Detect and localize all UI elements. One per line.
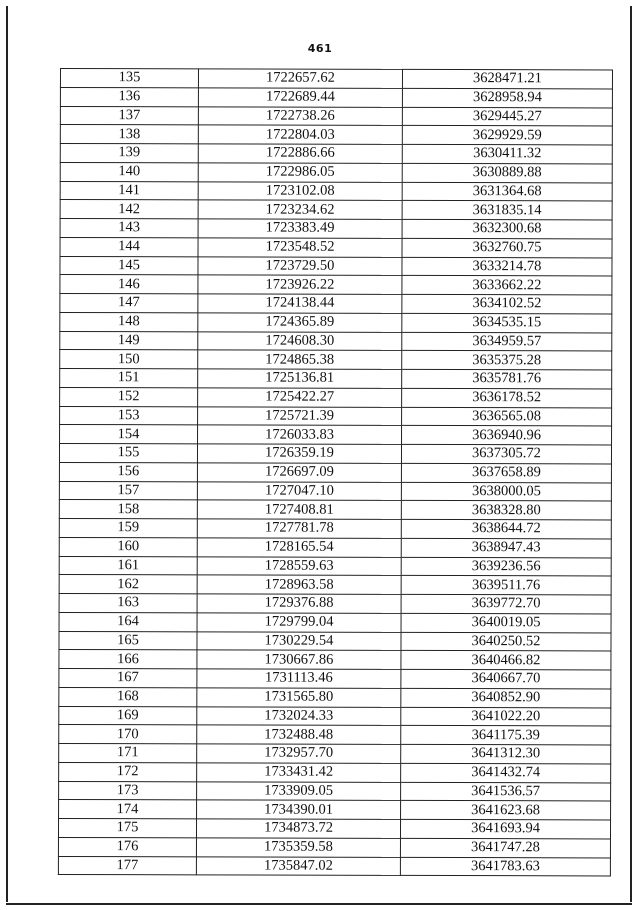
x-coordinate-cell: 1728559.63: [197, 556, 401, 575]
y-coordinate-cell: 3636940.96: [402, 426, 612, 445]
page-bottom-rule: [6, 903, 632, 905]
x-coordinate-cell: 1722986.05: [198, 163, 402, 182]
point-number-cell: 159: [59, 518, 197, 537]
table-row: [60, 87, 612, 107]
x-coordinate-cell: 1723102.08: [198, 181, 402, 200]
y-coordinate-cell: 3635781.76: [402, 369, 612, 388]
table-row: [60, 256, 612, 276]
point-number-cell: 176: [58, 837, 196, 856]
y-coordinate-cell: 3638328.80: [401, 501, 611, 520]
x-coordinate-cell: 1725136.81: [198, 369, 402, 388]
y-coordinate-cell: 3641536.57: [401, 782, 611, 801]
table-row: [59, 800, 611, 820]
x-coordinate-cell: 1726359.19: [197, 444, 401, 463]
table-row: [60, 331, 612, 351]
x-coordinate-cell: 1735359.58: [196, 838, 400, 857]
y-coordinate-cell: 3631364.68: [402, 182, 612, 201]
point-number-cell: 170: [59, 725, 197, 744]
table-row: [60, 312, 612, 332]
x-coordinate-cell: 1725721.39: [198, 406, 402, 425]
point-number-cell: 138: [60, 125, 198, 144]
table-row: [58, 818, 610, 838]
table-row: [60, 237, 612, 257]
y-coordinate-cell: 3638947.43: [401, 538, 611, 557]
point-number-cell: 165: [59, 631, 197, 650]
point-number-cell: 164: [59, 612, 197, 631]
table-row: [58, 856, 610, 876]
x-coordinate-cell: 1724365.89: [198, 313, 402, 332]
x-coordinate-cell: 1729376.88: [197, 594, 401, 613]
x-coordinate-cell: 1729799.04: [197, 613, 401, 632]
point-number-cell: 144: [60, 237, 198, 256]
table-row: [60, 144, 612, 164]
x-coordinate-cell: 1726033.83: [198, 425, 402, 444]
y-coordinate-cell: 3634535.15: [402, 313, 612, 332]
y-coordinate-cell: 3632300.68: [402, 219, 612, 238]
y-coordinate-cell: 3630889.88: [402, 163, 612, 182]
coordinate-table-container: [58, 68, 612, 877]
coordinate-table: [58, 68, 613, 877]
point-number-cell: 152: [60, 387, 198, 406]
x-coordinate-cell: 1733909.05: [197, 781, 401, 800]
y-coordinate-cell: 3633214.78: [402, 257, 612, 276]
table-row: [59, 593, 611, 613]
point-number-cell: 147: [60, 294, 198, 313]
point-number-cell: 160: [59, 537, 197, 556]
y-coordinate-cell: 3639772.70: [401, 594, 611, 613]
point-number-cell: 166: [59, 650, 197, 669]
x-coordinate-cell: 1723234.62: [198, 200, 402, 219]
y-coordinate-cell: 3628958.94: [402, 88, 612, 107]
y-coordinate-cell: 3634959.57: [402, 332, 612, 351]
table-row: [59, 781, 611, 801]
point-number-cell: 158: [59, 500, 197, 519]
x-coordinate-cell: 1733431.42: [197, 763, 401, 782]
point-number-cell: 161: [59, 556, 197, 575]
point-number-cell: 167: [59, 668, 197, 687]
x-coordinate-cell: 1727408.81: [197, 500, 401, 519]
x-coordinate-cell: 1723548.52: [198, 238, 402, 257]
y-coordinate-cell: 3628471.21: [402, 69, 612, 88]
y-coordinate-cell: 3639236.56: [401, 557, 611, 576]
x-coordinate-cell: 1724138.44: [198, 294, 402, 313]
y-coordinate-cell: 3641022.20: [401, 707, 611, 726]
x-coordinate-cell: 1724608.30: [198, 331, 402, 350]
x-coordinate-cell: 1725422.27: [198, 388, 402, 407]
y-coordinate-cell: 3641747.28: [400, 838, 610, 857]
table-row: [60, 106, 612, 126]
x-coordinate-cell: 1722657.62: [198, 69, 402, 88]
y-coordinate-cell: 3639511.76: [401, 576, 611, 595]
point-number-cell: 174: [59, 800, 197, 819]
y-coordinate-cell: 3641312.30: [401, 744, 611, 763]
y-coordinate-cell: 3640250.52: [401, 632, 611, 651]
y-coordinate-cell: 3637658.89: [401, 463, 611, 482]
y-coordinate-cell: 3638644.72: [401, 519, 611, 538]
table-row: [60, 200, 612, 220]
y-coordinate-cell: 3633662.22: [402, 276, 612, 295]
point-number-cell: 137: [60, 106, 198, 125]
y-coordinate-cell: 3641432.74: [401, 763, 611, 782]
table-row: [59, 762, 611, 782]
y-coordinate-cell: 3641693.94: [400, 819, 610, 838]
point-number-cell: 156: [59, 462, 197, 481]
table-row: [59, 481, 611, 501]
table-row: [60, 369, 612, 389]
y-coordinate-cell: 3640019.05: [401, 613, 611, 632]
x-coordinate-cell: 1722738.26: [198, 106, 402, 125]
table-row: [59, 706, 611, 726]
table-row: [60, 350, 612, 370]
y-coordinate-cell: 3629445.27: [402, 107, 612, 126]
table-row: [59, 462, 611, 482]
point-number-cell: 155: [59, 444, 197, 463]
point-number-cell: 162: [59, 575, 197, 594]
table-row: [59, 743, 611, 763]
x-coordinate-cell: 1726697.09: [197, 463, 401, 482]
point-number-cell: 168: [59, 687, 197, 706]
point-number-cell: 145: [60, 256, 198, 275]
table-row: [59, 650, 611, 670]
y-coordinate-cell: 3635375.28: [402, 351, 612, 370]
y-coordinate-cell: 3641623.68: [401, 801, 611, 820]
point-number-cell: 163: [59, 593, 197, 612]
table-row: [60, 162, 612, 182]
table-row: [60, 294, 612, 314]
x-coordinate-cell: 1732488.48: [197, 725, 401, 744]
point-number-cell: 149: [60, 331, 198, 350]
y-coordinate-cell: 3640466.82: [401, 651, 611, 670]
x-coordinate-cell: 1727047.10: [197, 481, 401, 500]
point-number-cell: 151: [60, 369, 198, 388]
x-coordinate-cell: 1730667.86: [197, 650, 401, 669]
point-number-cell: 139: [60, 144, 198, 163]
table-row: [60, 219, 612, 239]
x-coordinate-cell: 1723383.49: [198, 219, 402, 238]
y-coordinate-cell: 3640667.70: [401, 669, 611, 688]
table-row: [60, 69, 612, 89]
y-coordinate-cell: 3631835.14: [402, 201, 612, 220]
point-number-cell: 148: [60, 312, 198, 331]
x-coordinate-cell: 1724865.38: [198, 350, 402, 369]
x-coordinate-cell: 1723926.22: [198, 275, 402, 294]
table-row: [59, 556, 611, 576]
point-number-cell: 153: [60, 406, 198, 425]
y-coordinate-cell: 3636178.52: [402, 388, 612, 407]
y-coordinate-cell: 3638000.05: [401, 482, 611, 501]
y-coordinate-cell: 3636565.08: [402, 407, 612, 426]
y-coordinate-cell: 3629929.59: [402, 126, 612, 145]
point-number-cell: 136: [60, 87, 198, 106]
x-coordinate-cell: 1722689.44: [198, 88, 402, 107]
y-coordinate-cell: 3640852.90: [401, 688, 611, 707]
x-coordinate-cell: 1732024.33: [197, 706, 401, 725]
table-row: [59, 687, 611, 707]
point-number-cell: 154: [60, 425, 198, 444]
table-row: [59, 668, 611, 688]
page-number: 461: [307, 42, 333, 55]
point-number-cell: 150: [60, 350, 198, 369]
table-row: [59, 444, 611, 464]
table-row: [59, 575, 611, 595]
y-coordinate-cell: 3641783.63: [400, 857, 610, 876]
point-number-cell: 157: [59, 481, 197, 500]
point-number-cell: 140: [60, 162, 198, 181]
point-number-cell: 177: [58, 856, 196, 875]
table-row: [59, 725, 611, 745]
table-row: [60, 406, 612, 426]
coordinate-table-body: [58, 69, 612, 877]
point-number-cell: 142: [60, 200, 198, 219]
point-number-cell: 146: [60, 275, 198, 294]
point-number-cell: 141: [60, 181, 198, 200]
table-row: [58, 837, 610, 857]
table-row: [60, 387, 612, 407]
y-coordinate-cell: 3630411.32: [402, 144, 612, 163]
y-coordinate-cell: 3637305.72: [401, 444, 611, 463]
x-coordinate-cell: 1728165.54: [197, 538, 401, 557]
point-number-cell: 169: [59, 706, 197, 725]
table-row: [60, 275, 612, 295]
table-row: [59, 612, 611, 632]
table-row: [60, 181, 612, 201]
table-row: [59, 518, 611, 538]
table-row: [60, 125, 612, 145]
x-coordinate-cell: 1732957.70: [197, 744, 401, 763]
y-coordinate-cell: 3632760.75: [402, 238, 612, 257]
point-number-cell: 171: [59, 743, 197, 762]
table-row: [59, 537, 611, 557]
point-number-cell: 175: [58, 818, 196, 837]
x-coordinate-cell: 1731565.80: [197, 688, 401, 707]
x-coordinate-cell: 1734390.01: [197, 800, 401, 819]
x-coordinate-cell: 1722804.03: [198, 125, 402, 144]
y-coordinate-cell: 3634102.52: [402, 294, 612, 313]
table-row: [59, 500, 611, 520]
point-number-cell: 173: [59, 781, 197, 800]
table-row: [59, 631, 611, 651]
point-number-cell: 135: [60, 69, 198, 88]
point-number-cell: 172: [59, 762, 197, 781]
x-coordinate-cell: 1727781.78: [197, 519, 401, 538]
y-coordinate-cell: 3641175.39: [401, 726, 611, 745]
x-coordinate-cell: 1723729.50: [198, 256, 402, 275]
x-coordinate-cell: 1722886.66: [198, 144, 402, 163]
x-coordinate-cell: 1735847.02: [196, 856, 400, 875]
x-coordinate-cell: 1730229.54: [197, 631, 401, 650]
table-row: [60, 425, 612, 445]
x-coordinate-cell: 1734873.72: [196, 819, 400, 838]
x-coordinate-cell: 1731113.46: [197, 669, 401, 688]
point-number-cell: 143: [60, 219, 198, 238]
x-coordinate-cell: 1728963.58: [197, 575, 401, 594]
